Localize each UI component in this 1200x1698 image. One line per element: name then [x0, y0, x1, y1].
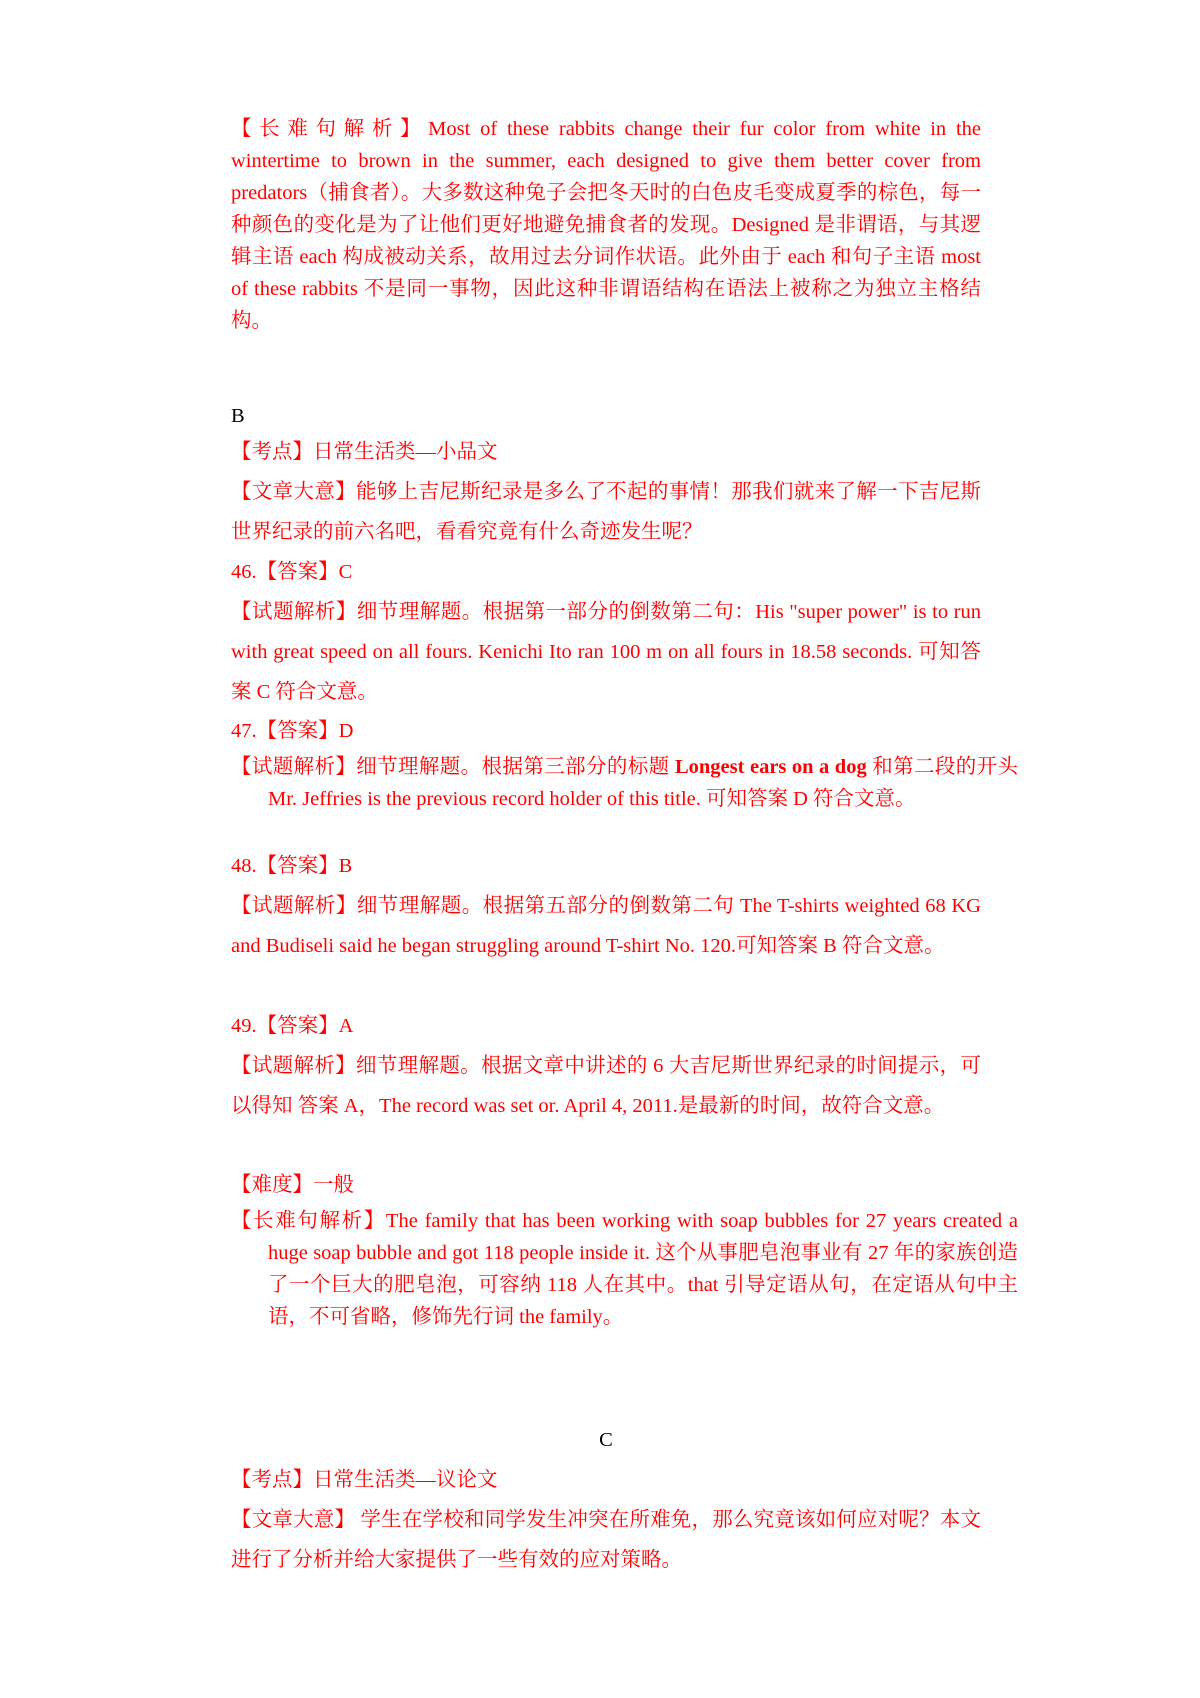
- section-c-letter: C: [599, 1429, 613, 1451]
- q49-analysis: 【试题解析】细节理解题。根据文章中讲述的 6 大吉尼斯世界纪录的时间提示，可以得知 答案 A，The record was set or. April 4, 2011.是最新的时间，故符合文意。: [231, 1055, 981, 1117]
- section-b-letter: B: [231, 405, 245, 427]
- section-b-summary: 【文章大意】能够上吉尼斯纪录是多么了不起的事情！那我们就来了解一下吉尼斯世界纪录的前六名吧，看看究竟有什么奇迹发生呢？: [231, 481, 981, 543]
- sentence-analysis-text: Most of these rabbits change their fur color from white in the wintertime to brown in the summer, each designed to give them better cover from predators（捕食者）。大多数这种兔子会把冬天时的白色皮毛变成夏季的棕色，每一种颜色的变化是为了让他们更好地避免捕食者的发现。Designed 是非谓语，与其逻辑主语 each 构成被动关系，故用过去分词作状语。此外由于 each 和句子主语 most of these rabbits 不是同一事物，因此这种非谓语结构在语法上被称之为独立主格结构。: [231, 118, 982, 332]
- q47-analysis: [231, 751, 1018, 815]
- q47-analysis-pre: 【试题解析】细节理解题。根据第三部分的标题: [231, 756, 675, 778]
- section-c-kaodian: 【考点】日常生活类—议论文: [231, 1469, 498, 1491]
- q48-answer: 48.【答案】B: [231, 855, 353, 877]
- q46-analysis: 【试题解析】细节理解题。根据第一部分的倒数第二句：His "super power" is to run with great speed on all fours. Kenichi Ito ran 100 m on all fours in 18.58 seconds. 可知答案 C 符合文意。: [231, 601, 981, 703]
- section-b-sentence-analysis: 【长难句解析】The family that has been working with soap bubbles for 27 years created a huge soap bubble and got 118 people inside it. 这个从事肥皂泡事业有 27 年的家族创造了一个巨大的肥皂泡，可容纳 118 人在其中。that 引导定语从句，在定语从句中主语，不可省略，修饰先行词 the family。: [231, 1210, 1018, 1328]
- sentence-analysis-label: 【长难句解析】: [231, 118, 429, 140]
- q46-answer: 46.【答案】C: [231, 561, 353, 583]
- section-a-sentence-analysis: [231, 113, 981, 337]
- q49-answer: 49.【答案】A: [231, 1015, 354, 1037]
- difficulty: 【难度】一般: [231, 1174, 354, 1196]
- q47-answer: 47.【答案】D: [231, 720, 354, 742]
- q48-analysis: 【试题解析】细节理解题。根据第五部分的倒数第二句 The T-shirts weighted 68 KG and Budiseli said he began struggling around T-shirt No. 120.可知答案 B 符合文意。: [231, 895, 981, 957]
- q47-section-title: Longest ears on a dog: [674, 756, 867, 778]
- section-b-kaodian: 【考点】日常生活类—小品文: [231, 441, 498, 463]
- section-c-summary: 【文章大意】 学生在学校和同学发生冲突在所难免，那么究竟该如何应对呢？本文进行了分析并给大家提供了一些有效的应对策略。: [231, 1509, 981, 1571]
- q47-analysis-post: 和第二段的开头 Mr. Jeffries is the previous record holder of this title. 可知答案 D 符合文意。: [268, 756, 1019, 810]
